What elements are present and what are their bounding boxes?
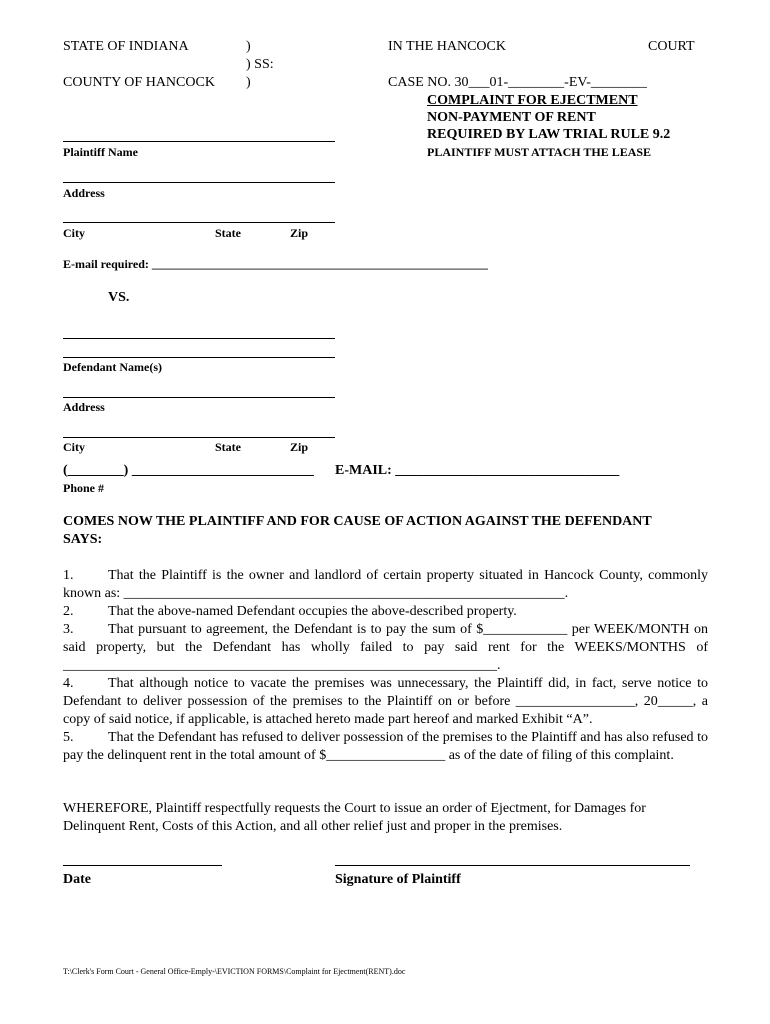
defendant-name-label: Defendant Name(s) <box>63 360 162 374</box>
title-trial-rule: REQUIRED BY LAW TRIAL RULE 9.2 <box>427 127 671 142</box>
plaintiff-name-line[interactable] <box>63 141 335 142</box>
plaintiff-state-label: State <box>215 226 241 240</box>
plaintiff-name-label: Plaintiff Name <box>63 145 138 159</box>
plaintiff-email-label: E-mail required: <box>63 257 152 271</box>
caption-paren: ) <box>246 75 251 90</box>
defendant-address-label: Address <box>63 400 105 414</box>
plaintiff-email-row[interactable] <box>63 257 488 271</box>
vs-label: VS. <box>108 290 130 305</box>
plaintiff-city-line[interactable] <box>63 222 335 223</box>
paragraph-5 <box>63 729 708 765</box>
paragraph-1 <box>63 567 708 603</box>
state-label: STATE OF INDIANA <box>63 39 189 54</box>
plaintiff-address-line[interactable] <box>63 182 335 183</box>
plaintiff-zip-label: Zip <box>290 226 309 240</box>
paragraph-text: That pursuant to agreement, the Defendant is to pay the sum of $____________ per WEEK/MONTH on said property, but the Defendant has wholly failed to pay said rent for the WEEKS/MONTHS of ______________________________________________________________. <box>63 622 708 673</box>
paragraph-text: That the Defendant has refused to deliver possession of the premises to the Plaintiff and has also refused to pay the delinquent rent in the total amount of $_________________ as of the date of filing of this complaint. <box>63 730 708 763</box>
paragraph-number: 1. <box>63 568 74 583</box>
defendant-city-line[interactable] <box>63 437 335 438</box>
date-line[interactable] <box>63 865 222 866</box>
plaintiff-email-blank[interactable]: ________________________________________________________ <box>151 257 488 271</box>
caption-paren: ) <box>246 39 251 54</box>
case-number: CASE NO. 30___01-________-EV-________ <box>388 75 647 90</box>
defendant-zip-label: Zip <box>290 440 309 454</box>
title-attach-lease: PLAINTIFF MUST ATTACH THE LEASE <box>427 145 652 159</box>
paragraph-number: 5. <box>63 730 74 745</box>
paragraph-3 <box>63 621 708 675</box>
defendant-address-line[interactable] <box>63 397 335 398</box>
signature-line[interactable] <box>335 865 690 866</box>
plaintiff-city-label: City <box>63 226 85 240</box>
plaintiff-address-label: Address <box>63 186 105 200</box>
file-path-footer: T:\Clerk's Form Court - General Office-Emply-\EVICTION FORMS\Complaint for Ejectment(RENT).doc <box>63 967 406 976</box>
paragraph-number: 3. <box>63 622 74 637</box>
paragraph-text: That the Plaintiff is the owner and landlord of certain property situated in Hancock County, commonly known as: _______________________________________________________________. <box>63 568 708 601</box>
court-suffix: COURT <box>648 39 695 54</box>
defendant-name-line[interactable] <box>63 338 335 339</box>
paragraph-2 <box>63 603 708 621</box>
defendant-phone-label: Phone # <box>63 481 105 495</box>
defendant-name-line-2[interactable] <box>63 357 335 358</box>
paragraph-4 <box>63 675 708 729</box>
paragraph-number: 4. <box>63 676 74 691</box>
defendant-phone-field[interactable]: (________) __________________________ <box>63 463 314 478</box>
paragraph-text: That the above-named Defendant occupies the above-described property. <box>108 604 517 619</box>
wherefore-clause: WHEREFORE, Plaintiff respectfully requests the Court to issue an order of Ejectment, for Damages for Delinquent Rent, Costs of this Action, and all other relief just and proper in the premises. <box>63 801 646 834</box>
paragraph-number: 2. <box>63 604 74 619</box>
ss-label: ) SS: <box>246 57 274 72</box>
defendant-email-field[interactable]: E-MAIL: ________________________________ <box>335 463 620 478</box>
county-label: COUNTY OF HANCOCK <box>63 75 215 90</box>
signature-label: Signature of Plaintiff <box>335 872 461 887</box>
comes-now-line2: SAYS: <box>63 532 103 547</box>
paragraph-text: That although notice to vacate the premises was unnecessary, the Plaintiff did, in fact, serve notice to Defendant to deliver possession of the premises to the Plaintiff on or before _________________, 20_____, a copy of said notice, if applicable, is attached hereto made part hereof and marked Exhibit “A”. <box>63 676 708 727</box>
comes-now-line1: COMES NOW THE PLAINTIFF AND FOR CAUSE OF ACTION AGAINST THE DEFENDANT <box>63 514 652 529</box>
date-label: Date <box>63 872 91 887</box>
court-prefix: IN THE HANCOCK <box>388 39 506 54</box>
complaint-title: COMPLAINT FOR EJECTMENT <box>427 93 638 108</box>
defendant-state-label: State <box>215 440 241 454</box>
defendant-city-label: City <box>63 440 85 454</box>
title-nonpayment: NON-PAYMENT OF RENT <box>427 110 596 125</box>
